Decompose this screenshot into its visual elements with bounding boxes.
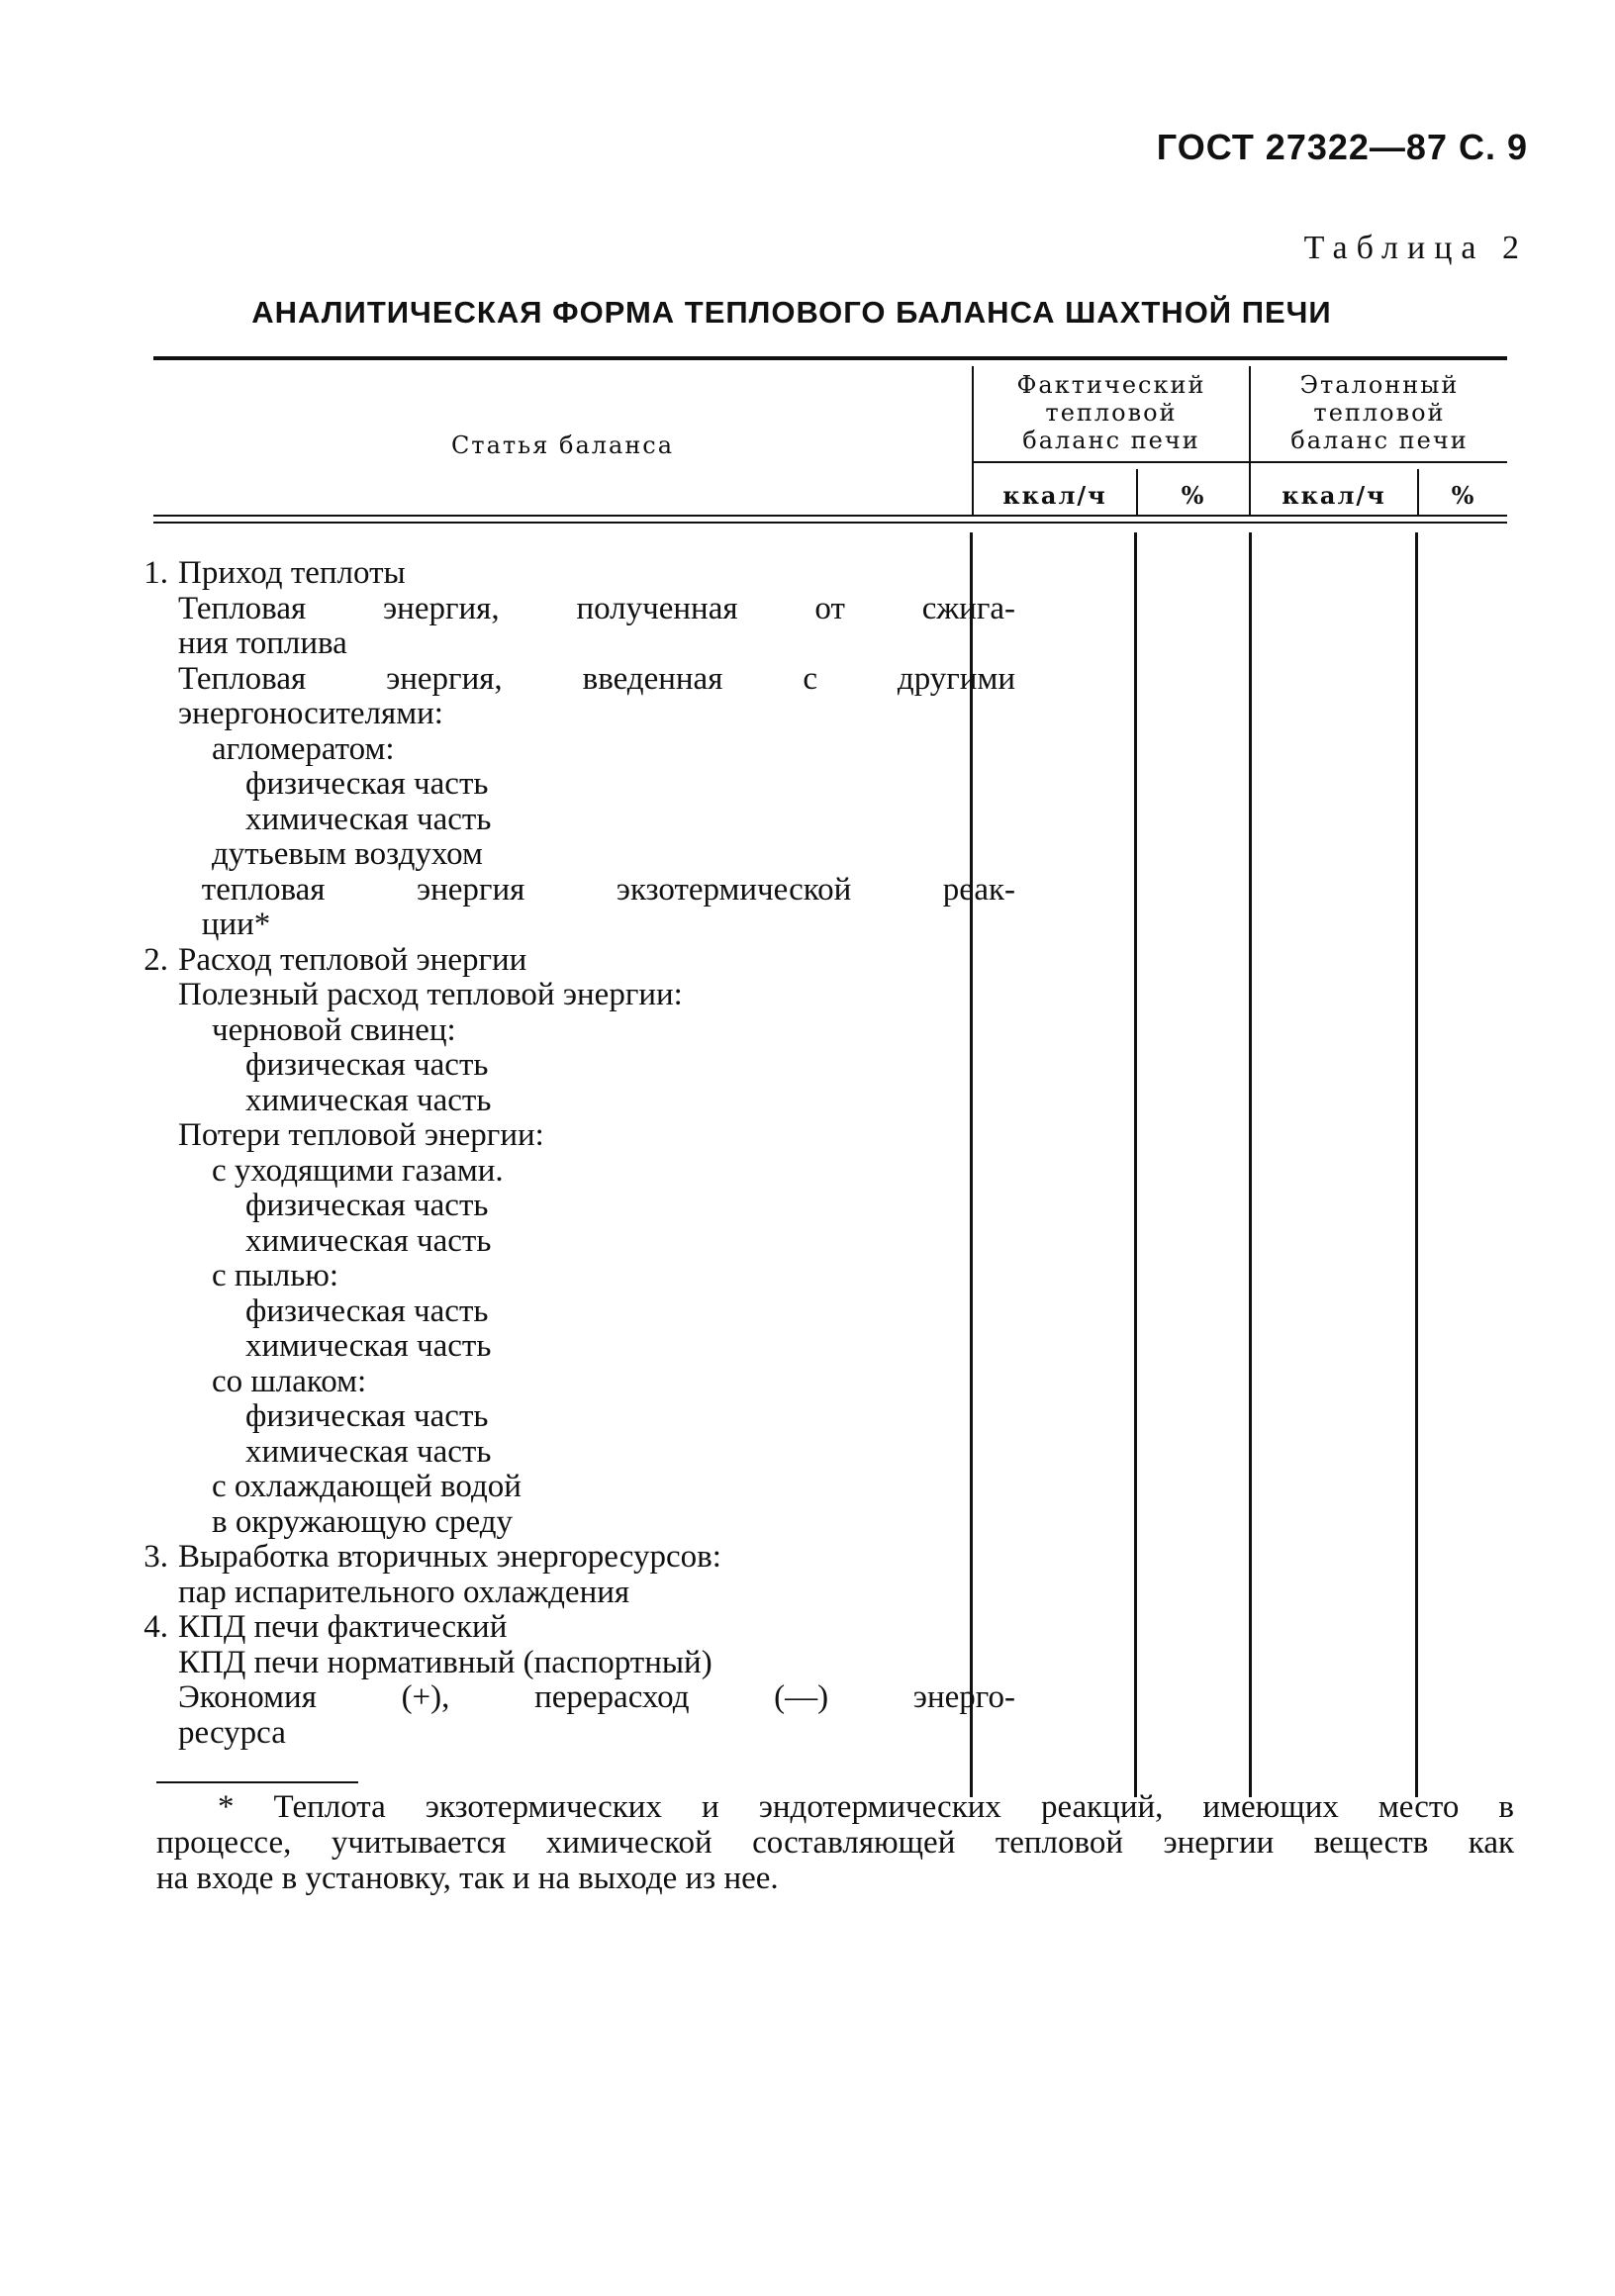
balance-row-text: физическая часть [245,1047,489,1083]
balance-row-text: химическая часть [245,1433,492,1470]
balance-row-text: Выработка вторичных энергоресурсов: [178,1539,721,1575]
balance-row-text: КПД печи нормативный (паспортный) [178,1644,712,1680]
balance-row-text: КПД печи фактический [178,1609,508,1645]
balance-row [178,873,1015,909]
balance-row-number: 4. [143,1609,168,1645]
balance-row [178,1399,1015,1435]
balance-row-text: с пылью: [212,1258,339,1293]
balance-row [178,1048,1015,1084]
balance-row [178,908,1015,943]
balance-row-text: ния топлива [178,625,347,661]
balance-row [178,1154,1015,1190]
footnote [156,1789,1514,1896]
table-top-rule [153,356,1507,360]
header-bottom-rule-2 [153,522,1507,524]
header-reference-line-1: Эталонный [1299,371,1460,399]
balance-items-list [113,556,1015,1751]
balance-row [178,697,1015,732]
balance-row-text: Полезный расход тепловой энергии: [178,977,683,1012]
balance-row-text: Расход тепловой энергии [178,941,527,978]
balance-row [178,1013,1015,1049]
balance-row-text: пар испарительного охлаждения [178,1574,630,1610]
balance-row [178,1576,1015,1611]
header-reference-kcal: ккал/ч [1282,481,1386,510]
balance-row-text: тепловая энергия экзотермической реак- [201,871,1015,908]
header-article: Статья баланса [450,431,675,459]
header-actual-kcal: ккал/ч [1002,481,1107,510]
body-column-line-2 [1134,532,1137,1797]
balance-row-text: химическая часть [245,1082,492,1118]
header-bottom-rule-1 [153,515,1507,517]
balance-row-text: химическая часть [245,1328,492,1364]
header-actual-line-2: тепловой [1045,399,1178,427]
table-label: Таблица 2 [1303,230,1528,266]
balance-row-text: ции* [201,907,271,942]
balance-row [178,978,1015,1013]
balance-row-text: Тепловая энергия, полученная от сжига- [178,590,1015,626]
balance-row-number: 3. [143,1539,168,1575]
balance-row [178,1118,1015,1154]
balance-row [178,1224,1015,1260]
balance-row [178,1189,1015,1224]
balance-row-text: физическая часть [245,1292,489,1329]
balance-row-text: физическая часть [245,1188,489,1223]
balance-row-text: химическая часть [245,1222,492,1259]
balance-row-text: физическая часть [245,1398,489,1434]
header-actual-line-1: Фактический [1016,371,1206,399]
header-actual-percent: % [1181,481,1206,510]
balance-row [178,1470,1015,1505]
balance-row [178,1259,1015,1294]
balance-row [178,837,1015,873]
balance-row-number: 2. [143,941,168,978]
balance-row [178,662,1015,698]
balance-row [178,1716,1015,1752]
balance-row [178,767,1015,803]
balance-row-text: Экономия (+), перерасход (—) энерго- [178,1679,1015,1715]
balance-row [178,1680,1015,1716]
balance-row-text: Потери тепловой энергии: [178,1117,544,1153]
subheader-rule [972,461,1507,463]
balance-row [178,1646,1015,1681]
balance-row [178,732,1015,768]
body-column-line-4 [1415,532,1418,1797]
balance-row [143,555,1015,592]
balance-row-text: физическая часть [245,766,489,802]
balance-row [143,1539,1015,1576]
balance-row [178,1084,1015,1119]
balance-row [178,592,1015,627]
balance-row-number: 1. [143,555,168,591]
balance-row [143,1609,1015,1646]
header-actual-line-3: баланс печи [1022,427,1200,454]
header-reference-line-2: тепловой [1313,399,1446,427]
footnote-line-1: * Теплота экзотермических и эндотермических реакций, имеющих место в [218,1789,1514,1825]
balance-row-text: агломератом: [212,730,395,767]
balance-row-text: дутьевым воздухом [212,836,483,872]
balance-row [178,626,1015,662]
balance-row-text: с уходящими газами. [212,1152,504,1189]
header-reference-line-3: баланс печи [1290,427,1469,454]
balance-row-text: Приход теплоты [178,555,406,591]
balance-row [178,1505,1015,1541]
footnote-line-3: на входе в установку, так и на выходе из нее. [156,1861,779,1896]
table-title: АНАЛИТИЧЕСКАЯ ФОРМА ТЕПЛОВОГО БАЛАНСА ШАХТНОЙ ПЕЧИ [251,295,1332,330]
balance-row [178,803,1015,838]
footnote-separator [156,1781,358,1783]
balance-row-text: в окружающую среду [212,1503,514,1540]
balance-row-text: Тепловая энергия, введенная с другими [178,660,1015,697]
balance-row-text: с охлаждающей водой [212,1469,522,1504]
balance-row-text: химическая часть [245,801,492,837]
header-reference-percent: % [1451,481,1476,510]
balance-row-text: ресурса [178,1714,286,1751]
running-head: ГОСТ 27322—87 С. 9 [1156,127,1528,167]
footnote-line-2: процессе, учитывается химической составляющей тепловой энергии веществ как [156,1825,1514,1861]
balance-row [143,941,1015,979]
balance-row [178,1435,1015,1471]
balance-row-text: энергоносителями: [178,696,443,731]
balance-row [178,1365,1015,1400]
balance-row-text: со шлаком: [212,1363,367,1399]
body-column-line-3 [1249,532,1252,1797]
balance-row [178,1329,1015,1365]
balance-row-text: черновой свинец: [212,1011,456,1048]
balance-row [178,1294,1015,1330]
